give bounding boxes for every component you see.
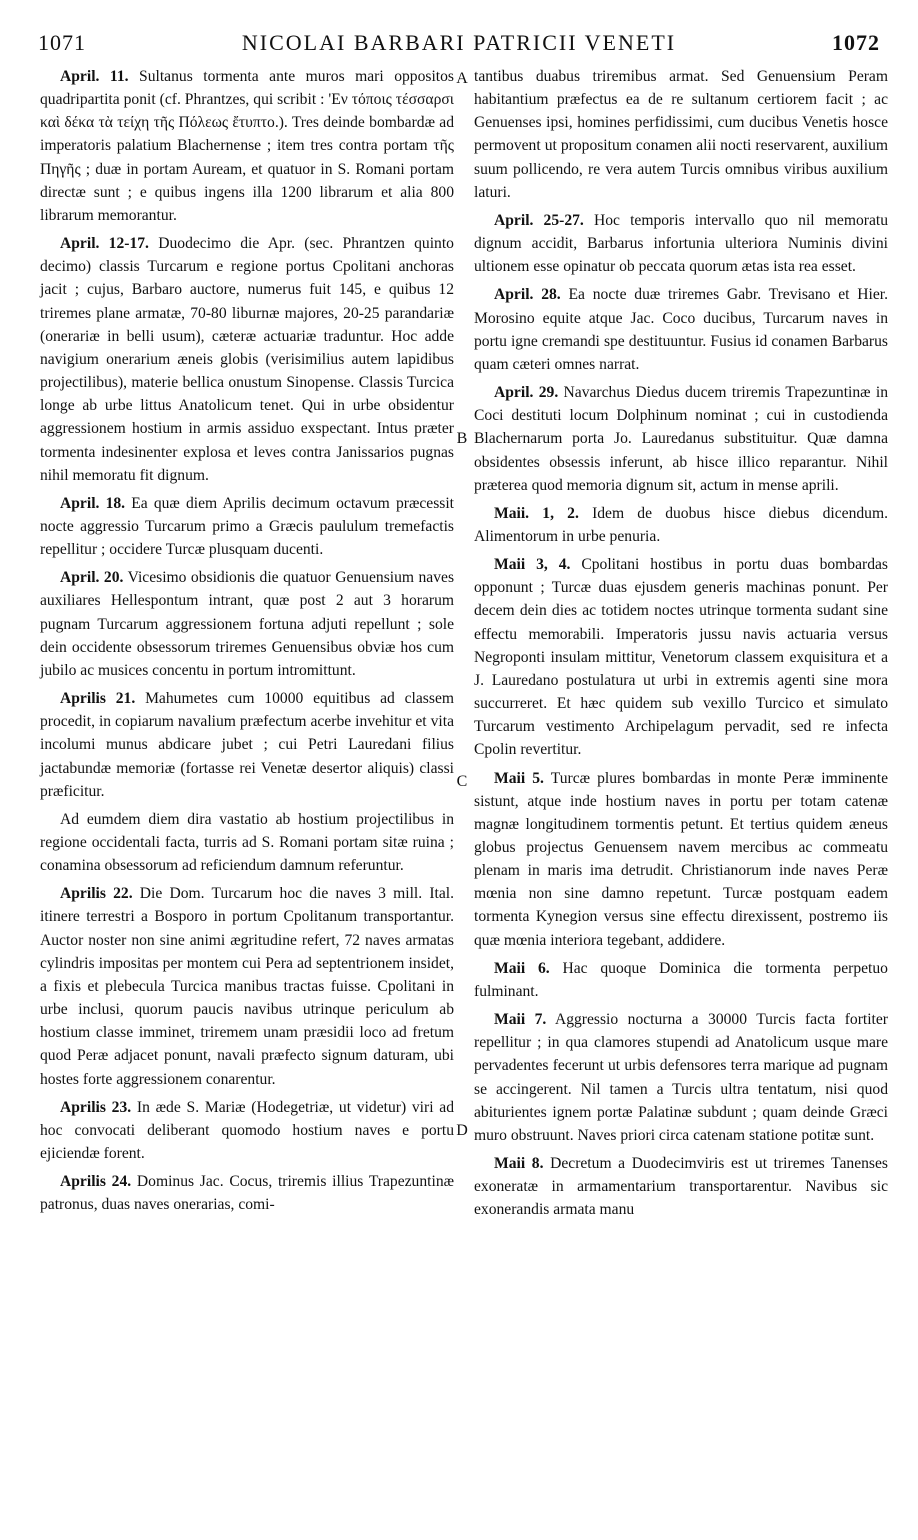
date-lead: Aprilis 22. xyxy=(60,885,133,903)
date-lead: Aprilis 23. xyxy=(60,1098,132,1116)
paragraph-text: Cpolitani hostibus in portu duas bombardas opponunt ; Turcæ duas ejusdem generis machinas ponunt. Per decem dein dies ac totidem noctes utrinque tormenta sudant sine effectu memorabili. Imperatoris jussu navis actuaria versus Negroponti insulam mittitur, Venetorum classem exquisitura et a J. Lauredano postulatura ut urbi in extremis agenti sine mora succurreret. Et hæc quidem sub vexillo Turcico et simulato Turcarum vestimento Archipelagum pervadit, sed re infecta Cpolin revertitur. xyxy=(474,556,888,759)
date-lead: April. 20. xyxy=(60,569,124,587)
paragraph xyxy=(474,381,888,497)
date-lead: April. 25-27. xyxy=(494,211,584,229)
paragraph xyxy=(474,502,888,548)
paragraph-text: tantibus duabus triremibus armat. Sed Genuensium Peram habitantium præfectus ea de re sultanum certiorem facit ; ac Genuenses ipsi, homines perfidissimi, cum ducibus Venetis hosce permovent ut propositum conamen alii nocti reservarent, auxilium suum pollicendo, re vera autem Turcis omnibus viribus auxilium laturi. xyxy=(474,68,888,201)
margin-letter-b: B xyxy=(456,430,468,447)
paragraph-text: Mahumetes cum 10000 equitibus ad classem procedit, in copiarum navalium præfectum acerbe invehitur et vita incolumi munus abdicare jubet ; cui Petri Lauredani filius jactabundæ memoriæ (fortasse rei Venetæ desertor aliquis) classi præficitur. xyxy=(40,690,454,800)
date-lead: Aprilis 21. xyxy=(60,690,136,708)
paragraph-text: Navarchus Diedus ducem triremis Trapezuntinæ in Coci destituti locum Dolphinum nominat ; cui in custodienda Blachernarum porta Jo. Lauredanus substituitur. Quæ damna obsidentes obsessis inferunt, ab hisce illico reparantur. Nihil præterea quod memoria dignum sit, actum in mense aprili. xyxy=(474,384,888,494)
paragraph xyxy=(40,1170,454,1216)
date-lead: April. 12-17. xyxy=(60,235,149,253)
paragraph-text: Hac quoque Dominica die tormenta perpetuo fulminant. xyxy=(474,959,888,1000)
date-lead: April. 29. xyxy=(494,384,559,402)
page-number-right: 1072 xyxy=(832,30,880,55)
left-column xyxy=(40,65,454,1222)
paragraph-text: Idem de duobus hisce diebus dicendum. Alimentorum in urbe penuria. xyxy=(474,504,888,545)
paragraph-text: Turcæ plures bombardas in monte Peræ imminente sistunt, atque inde hostium naves in portu per totam catenæ magnæ longitudinem tormentis petunt. Et tertius quidem æneus globus projectus Genuensem navem mercibus ac commeatu plenam in maris ima detrudit. Christianorum inde naves Peræ mœnia non sine damno repetunt. Turcæ postquam eadem tormenta Kynegion versus sine effectu direxissent, postremo iis quæ mœnia interiora tegebant, addidere. xyxy=(474,769,888,949)
date-lead: Maii. 1, 2. xyxy=(494,504,579,522)
margin-letter-a: A xyxy=(456,70,468,87)
date-lead: April. 28. xyxy=(494,286,561,304)
date-lead: April. 18. xyxy=(60,494,126,512)
paragraph xyxy=(40,566,454,682)
paragraph-text: Ea nocte duæ triremes Gabr. Trevisano et Hier. Morosino equite atque Jac. Coco ducibus, Turcarum naves in portu igne cremandi spe destituuntur. Fusius id conamen Barbarus quam cæteri omnes narrat. xyxy=(474,286,889,373)
right-column xyxy=(474,65,888,1227)
paragraph xyxy=(474,767,888,952)
paragraph xyxy=(474,283,888,376)
paragraph-text: Die Dom. Turcarum hoc die naves 3 mill. Ital. itinere terrestri a Bosporo in portum Cpolitanum transportantur. Auctor noster non sine animi ægritudine refert, 72 naves armatas cylindris impositas per montem cui Pera ad septentrionem insidet, a fixis et plebecula Turcica manibus tractas fuisse. Cpolitani in urbe inclusi, quorum paucis navibus utrinque periculum ab hostium classe imminet, triremem unam præsidii loco ad fretum quod Peræ adjacet ponunt, navali præfecto signum daturam, ubi hostes forte aggressionem conarentur. xyxy=(40,885,454,1088)
paragraph xyxy=(474,957,888,1003)
date-lead: Maii 6. xyxy=(494,959,550,977)
page-header xyxy=(38,30,880,64)
paragraph xyxy=(40,232,454,487)
paragraph xyxy=(40,687,454,803)
paragraph-text: In æde S. Mariæ (Hodegetriæ, ut videtur) viri ad hoc convocati deliberant quomodo hostium naves e portu ejiciendæ forent. xyxy=(40,1098,454,1163)
paragraph xyxy=(40,882,454,1090)
paragraph xyxy=(474,1008,888,1147)
paragraph xyxy=(40,808,454,877)
paragraph-text: Aggressio nocturna a 30000 Turcis facta fortiter repellitur ; in qua clamores stupendi ad Anatolicum usque mare pervadentes fecerunt ut urbis defensores terra marique ad pugnam se accingerent. Nil tamen a Turcis ultra tentatum, nisi quod abiturientes ignem portæ Palatinæ subdunt ; quam deinde Græci muro obstruunt. Naves priori circa catenam statione potitæ sunt. xyxy=(474,1011,888,1144)
paragraph-text: Decretum a Duodecimviris est ut triremes Tanenses exoneratæ in armamentarium transportarentur. Navibus sic exonerandis armata manu xyxy=(474,1155,888,1219)
paragraph xyxy=(474,209,888,278)
paragraph-text: Hoc temporis intervallo quo nil memoratu dignum accidit, Barbarus infortunia ulteriora Numinis divini ultionem esse opinatur ob peccata quorum ætas ista rea esset. xyxy=(474,211,888,276)
paragraph-text: Ea quæ diem Aprilis decimum octavum præcessit nocte aggressio Turcarum primo a Græcis paululum tremefactis repellitur ; occidere Turcæ plusquam ducenti. xyxy=(40,494,454,559)
date-lead: Maii 5. xyxy=(494,769,544,787)
paragraph-text: Sultanus tormenta ante muros mari oppositos quadripartita ponit (cf. Phrantzes, qui scribit : 'Εν τόποις τέσσαρσι καὶ δέκα τὰ τείχη τῆς Πόλεως ἔτυπτο.). Tres deinde bombardæ ad imperatoris palatium Blachernense ; item tres contra portam τῆς Πηγῆς ; duæ in portam Auream, et quatuor in S. Romani portam directæ sunt ; e quibus ingens illa 1200 librarum et alia 800 librarum memorantur. xyxy=(40,68,454,224)
paragraph-text: Ad eumdem diem dira vastatio ab hostium projectilibus in regione occidentali facta, turris ad S. Romani portam sitæ ruina ; conamina obsessorum ad reficiendum damnum referuntur. xyxy=(40,810,454,875)
paragraph xyxy=(474,1152,888,1221)
date-lead: Maii 8. xyxy=(494,1155,544,1173)
date-lead: April. 11. xyxy=(60,68,129,85)
margin-letter-d: D xyxy=(456,1122,468,1139)
running-title: NICOLAI BARBARI PATRICII VENETI xyxy=(241,30,677,55)
paragraph xyxy=(474,553,888,761)
paragraph xyxy=(474,65,888,204)
paragraph-text: Dominus Jac. Cocus, triremis illius Trapezuntinæ patronus, duas naves onerarias, comi- xyxy=(40,1173,455,1214)
margin-letter-c: C xyxy=(456,773,468,790)
paragraph-text: Vicesimo obsidionis die quatuor Genuensium naves auxiliares Hellespontum intrant, quæ post 2 aut 3 horarum pugnam Turcarum aggressionem fortuna adjuti repellunt ; sole dein occidente obsessorum triremes Genuensibus obviæ hos cum jubilo ac musices concentu in portum intromittunt. xyxy=(40,569,455,679)
paragraph-text: Duodecimo die Apr. (sec. Phrantzen quinto decimo) classis Turcarum e regione portus Cpolitani anchoras jacit ; cujus, Barbaro auctore, numerus fuit 145, e quibus 12 triremes plane armatæ, 70-80 liburnæ majores, 20-25 parandariæ (onerariæ in belli usum), cæteræ actuariæ traduntur. Hoc adde navigium onerarium æneis globis (verisimilius autem lapidibus projectilibus), materie bellica onustum Sinopense. Classis Turcica longe ab urbe littus Anatolicum tenet. Qui in urbe obsidentur aggressionem hostium in armis assiduo exspectant. Intus præter tormenta indesinenter explosa et leves contra Janissarios pugnas nihil memoratu fit dignum. xyxy=(40,235,454,484)
date-lead: Maii 3, 4. xyxy=(494,556,571,574)
page-number-left: 1071 xyxy=(38,30,86,55)
paragraph xyxy=(40,1096,454,1165)
date-lead: Maii 7. xyxy=(494,1011,547,1029)
paragraph xyxy=(40,65,454,227)
paragraph xyxy=(40,492,454,561)
date-lead: Aprilis 24. xyxy=(60,1173,132,1191)
